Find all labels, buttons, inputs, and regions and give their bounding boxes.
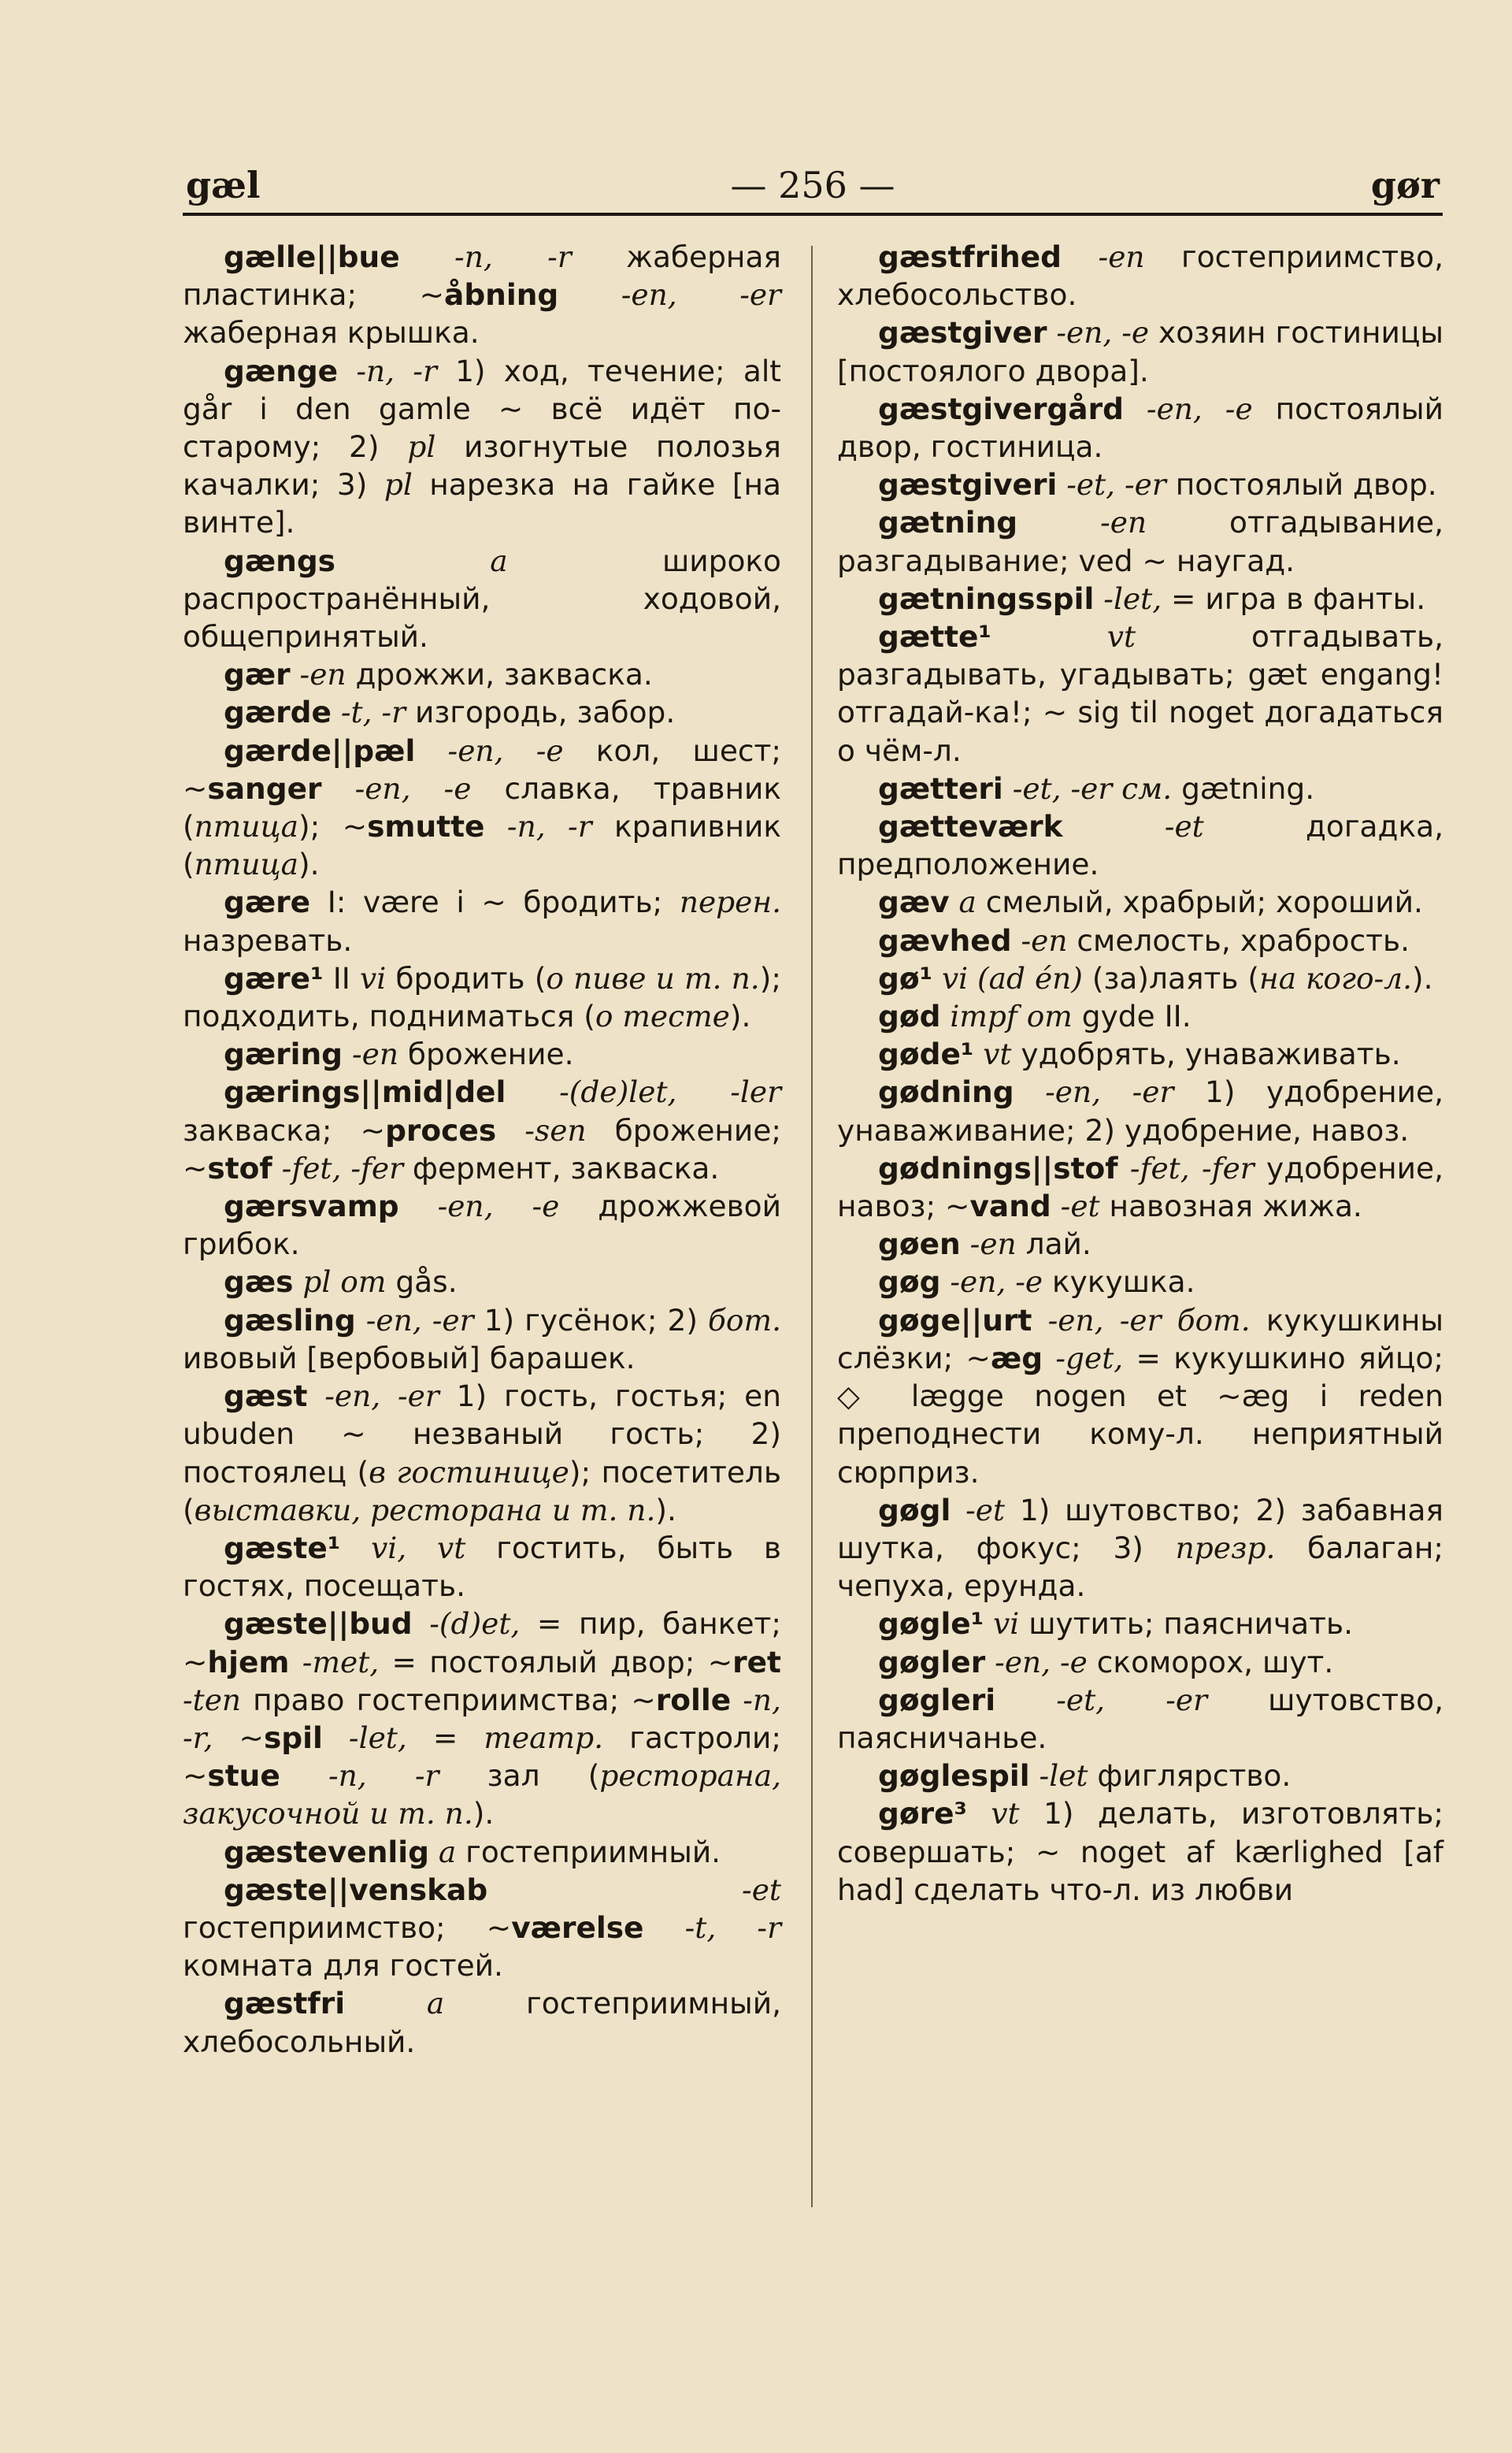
headword: æg [990, 1340, 1043, 1375]
dictionary-entry [837, 770, 1443, 807]
definition-text: гастроли; ~ [183, 1720, 781, 1794]
grammar-note: vi [360, 960, 387, 996]
grammar-note: презр. [1175, 1530, 1276, 1565]
grammar-note: pl [384, 467, 413, 503]
grammar-note: выставки, ресторана и т. п. [194, 1492, 656, 1527]
grammar-note: impf om [940, 999, 1073, 1034]
headword: gærings||mid|del [224, 1074, 506, 1110]
definition-text: постоялый двор. [1166, 467, 1437, 503]
definition-text: ивовый [вербовый] барашек. [183, 1340, 636, 1375]
grammar-note: -n, -r [399, 239, 572, 274]
headword: proces [385, 1112, 497, 1148]
definition-text: балаган; чепуха, ерунда. [837, 1530, 1443, 1604]
dictionary-entry [183, 959, 781, 1035]
dictionary-entry [837, 466, 1443, 503]
definition-text: (за)лаять ( [1082, 960, 1260, 996]
dictionary-entry [837, 238, 1443, 314]
dictionary-entry [183, 1073, 781, 1187]
definition-text: удобрение, навоз; ~ [837, 1150, 1443, 1224]
grammar-note: vt [973, 1037, 1012, 1072]
headword: gær [224, 657, 291, 692]
grammar-note: -let, [1094, 581, 1162, 616]
dictionary-entry [837, 580, 1443, 618]
grammar-note: -let [1029, 1758, 1088, 1794]
definition-text: фермент, закваска. [403, 1150, 720, 1186]
dictionary-entry [837, 1149, 1443, 1225]
dictionary-entry [183, 1377, 781, 1529]
definition-text: ). [472, 1796, 495, 1831]
headword: værelse [511, 1909, 644, 1945]
definition-text: изогнутые полозья качалки; 3) [183, 429, 781, 503]
grammar-note: pl [407, 429, 436, 465]
dictionary-entry [183, 1187, 781, 1263]
definition-text: = игра в фанты. [1162, 581, 1426, 616]
headword: gøg [878, 1264, 941, 1300]
dictionary-entry [183, 883, 781, 959]
headword: gødnings||stof [878, 1150, 1118, 1186]
grammar-note: -met, [289, 1644, 380, 1679]
definition-text: гостеприимный. [456, 1834, 721, 1869]
dictionary-entry [837, 959, 1443, 997]
dictionary-entry [183, 732, 781, 884]
grammar-note: -en, -e [940, 1264, 1043, 1300]
dictionary-entry [837, 1491, 1443, 1605]
grammar-note: -n, -r [484, 809, 592, 844]
dictionary-entry [183, 1605, 781, 1832]
grammar-note: бот. [708, 1302, 781, 1338]
definition-text: хозяин гостиницы [постоялого двора]. [837, 315, 1443, 388]
definition-text: закваска; ~ [183, 1112, 386, 1148]
grammar-note: -en, -er бот. [1032, 1302, 1251, 1338]
dictionary-entry [837, 883, 1443, 921]
dictionary-entry [183, 542, 781, 656]
grammar-note: -en [960, 1226, 1017, 1262]
definition-text: изгородь, забор. [406, 695, 676, 730]
grammar-note: птица [194, 809, 299, 844]
header-left-guideword: gæl [186, 164, 261, 206]
grammar-note: -et [487, 1872, 781, 1907]
definition-text: скоморох, шут. [1087, 1644, 1334, 1679]
headword: gøge||urt [878, 1302, 1032, 1338]
grammar-note: a [335, 543, 508, 578]
dictionary-entry [837, 1263, 1443, 1301]
grammar-note: -en, -er [307, 1379, 439, 1414]
definition-text: ). [1412, 960, 1433, 996]
headword: gæstfrihed [878, 239, 1062, 274]
grammar-note: vt [966, 1796, 1020, 1831]
definition-text: кукушкины слёзки; ~ [837, 1302, 1443, 1375]
definition-text: крапивник ( [183, 809, 781, 882]
headword: gære [224, 885, 311, 920]
definition-text: I: være i ~ бродить; [310, 885, 680, 920]
headword: gærsvamp [224, 1189, 399, 1224]
headword: gæste¹ [224, 1530, 341, 1565]
definition-text: = кукушкино яйцо; ◇ lægge nogen et ~æg i reden преподнести кому-л. неприятный сюрприз. [837, 1340, 1443, 1490]
grammar-note: -en, -er [558, 277, 781, 313]
column-divider [811, 246, 813, 2207]
dictionary-entry [837, 1794, 1443, 1909]
grammar-note: -et, -er [995, 1682, 1208, 1717]
dictionary-entry [837, 1225, 1443, 1263]
dictionary-entry [837, 807, 1443, 883]
headword: gætteri [878, 770, 1003, 806]
definition-text: отгадывание, разгадывание; ved ~ наугад. [837, 505, 1444, 578]
definition-text: бродить ( [386, 960, 547, 996]
grammar-note: -get, [1043, 1340, 1124, 1375]
dictionary-entry [837, 1681, 1443, 1757]
headword: gøen [878, 1226, 961, 1262]
grammar-note: театр. [484, 1720, 604, 1755]
grammar-note: -et [1062, 809, 1204, 844]
headword: gæv [878, 885, 950, 920]
definition-text: gås. [386, 1264, 458, 1300]
header-right-guideword: gør [1370, 164, 1440, 206]
headword: gøglespil [878, 1758, 1030, 1794]
definition-text: жаберная крышка. [183, 315, 480, 351]
headword: gøgler [878, 1644, 986, 1679]
definition-text: шутовство, паясничанье. [837, 1682, 1443, 1755]
headword: gætteværk [878, 809, 1063, 844]
headword: gænge [224, 353, 339, 388]
grammar-note: -n, -r [280, 1758, 439, 1794]
definition-text: дрожжевой грибок. [183, 1189, 782, 1262]
dictionary-entry [183, 1871, 781, 1985]
definition-text: ). [655, 1492, 676, 1527]
grammar-note: -et, -er см. [1002, 770, 1173, 806]
headword: stue [207, 1758, 280, 1794]
dictionary-entry [837, 1605, 1443, 1642]
definition-text: = постоялый двор; ~ [379, 1644, 733, 1679]
definition-text: 1) ход, течение; alt går i den gamle ~ всё идёт по-старому; 2) [183, 353, 781, 465]
dictionary-entry [837, 1757, 1443, 1794]
grammar-note: vi, vt [340, 1530, 466, 1565]
dictionary-entry [837, 1301, 1443, 1491]
headword: gængs [224, 543, 335, 578]
definition-text: ). [729, 999, 751, 1034]
grammar-note: -t, -r [331, 695, 406, 730]
headword: sanger [207, 770, 322, 806]
grammar-note: -en [1011, 922, 1068, 958]
definition-text: кол, шест; ~ [183, 733, 781, 806]
headword: gæsling [224, 1302, 356, 1338]
grammar-note: о пиве и т. п. [546, 960, 760, 996]
headword: vand [969, 1189, 1051, 1224]
headword: gæstevenlig [224, 1834, 429, 1869]
headword: hjem [207, 1644, 290, 1679]
dictionary-entry [837, 1643, 1443, 1681]
definition-text: 1) шутовство; 2) забавная шутка, фокус; 3) [837, 1492, 1443, 1565]
grammar-note: -en, -er [1014, 1074, 1174, 1110]
definition-text: 1) удобрение, унаваживание; 2) удобрение, навоз. [837, 1074, 1443, 1148]
definition-text: ); подходить, подниматься ( [183, 960, 781, 1034]
definition-text: ~ [213, 1720, 264, 1755]
grammar-note: птица [194, 847, 299, 882]
header-rule [183, 213, 1443, 216]
definition-text: гостить, быть в гостях, посещать. [183, 1530, 781, 1604]
headword: gætningsspil [878, 581, 1095, 616]
definition-text: = [406, 1720, 484, 1755]
grammar-note: a [949, 885, 976, 920]
definition-text: жаберная пластинка; ~ [183, 239, 781, 313]
grammar-note: на кого-л. [1259, 960, 1412, 996]
grammar-note: -en [290, 657, 346, 692]
headword: gø¹ [878, 960, 933, 996]
headword: gæste||bud [224, 1606, 413, 1642]
grammar-note: -sen [496, 1112, 587, 1148]
definition-text: 1) гость, гостья; en ubuden ~ незваный гость; 2) постоялец ( [183, 1379, 781, 1490]
headword: gævhed [878, 922, 1012, 958]
definition-text: 1) делать, изготовлять; совершать; ~ noget af kærlighed [af had] сделать что-л. из любви [837, 1796, 1443, 1907]
headword: gød [878, 999, 941, 1034]
grammar-note: -en [1062, 239, 1145, 274]
definition-text: ); посетитель ( [183, 1454, 781, 1527]
definition-text: шутить; паясничать. [1019, 1606, 1353, 1642]
grammar-note: -let, [322, 1720, 407, 1755]
headword: gæstfri [224, 1986, 346, 2021]
definition-text: зал ( [439, 1758, 600, 1794]
definition-text: нарезка на гайке [на винте]. [183, 467, 782, 540]
definition-text: гостеприимный, хлебосольный. [183, 1986, 782, 2059]
grammar-note: -en, -e [398, 1189, 560, 1224]
dictionary-entry [837, 314, 1443, 389]
grammar-note: -en [343, 1037, 398, 1072]
definition-text: догадка, предположение. [837, 809, 1444, 882]
headword: gøgl [878, 1492, 951, 1527]
headword: gøre³ [878, 1796, 967, 1831]
headword: spil [263, 1720, 323, 1755]
headword: gæs [224, 1264, 294, 1300]
grammar-note: о тесте [595, 999, 730, 1034]
definition-text: брожение. [398, 1037, 574, 1072]
dictionary-entry [837, 618, 1443, 770]
headword: stof [207, 1150, 272, 1186]
grammar-note: -et, -er [1057, 467, 1166, 503]
right-column [837, 238, 1443, 1909]
definition-text: = пир, банкет; ~ [183, 1606, 781, 1679]
left-column [183, 238, 781, 2061]
dictionary-entry [183, 238, 781, 352]
headword: gælle||bue [224, 239, 400, 274]
headword: gæstgiveri [878, 467, 1058, 503]
definition-text: отгадывать, разгадывать, угадывать; gæt engang! отгадай-ка!; ~ sig til noget догадаться о чём-л. [837, 619, 1443, 768]
dictionary-entry [837, 503, 1443, 579]
grammar-note: a [428, 1834, 457, 1869]
headword: gæst [224, 1379, 308, 1414]
definition-text: лай. [1016, 1226, 1091, 1262]
dictionary-entry [183, 693, 781, 731]
grammar-note: -n, -r [338, 353, 437, 388]
headword: rolle [655, 1682, 732, 1717]
definition-text: удобрять, унаваживать. [1011, 1037, 1401, 1072]
headword: ret [732, 1644, 781, 1679]
definition-text: смелость, храбрость. [1067, 922, 1410, 958]
definition-text: брожение; ~ [183, 1112, 782, 1186]
headword: gøde¹ [878, 1037, 974, 1072]
grammar-note: -(de)let, -ler [506, 1074, 781, 1110]
headword: gæstgiver [878, 315, 1047, 351]
definition-text: славка, травник ( [183, 770, 782, 844]
page-header [186, 164, 1440, 211]
definition-text: комната для гостей. [183, 1948, 503, 1984]
definition-text: gætning. [1172, 770, 1315, 806]
definition-text: назревать. [183, 922, 353, 958]
definition-text: широко распространённый, ходовой, общепринятый. [183, 543, 782, 655]
grammar-note: a [345, 1986, 445, 2021]
dictionary-entry [837, 1073, 1443, 1149]
grammar-note: перен. [679, 885, 781, 920]
dictionary-entry [837, 997, 1443, 1035]
grammar-note: pl om [293, 1264, 387, 1300]
dictionary-entry [837, 922, 1443, 959]
dictionary-entry [837, 1035, 1443, 1073]
dictionary-entry [183, 1833, 781, 1871]
definition-text: смелый, храбрый; хороший. [976, 885, 1423, 920]
definition-text: постоялый двор, гостиница. [837, 391, 1444, 465]
headword: gætte¹ [878, 619, 991, 655]
definition-text: гостеприимство; ~ [183, 1909, 512, 1945]
dictionary-entry [183, 1529, 781, 1605]
headword: gøgle¹ [878, 1606, 984, 1642]
grammar-note: -en, -e [985, 1644, 1088, 1679]
page-number: — 256 — [730, 164, 895, 206]
definition-text: II [323, 960, 361, 996]
headword: gøgleri [878, 1682, 996, 1717]
dictionary-entry [183, 655, 781, 693]
grammar-note: -et [1051, 1189, 1100, 1224]
grammar-note: -en, -e [1047, 315, 1150, 351]
dictionary-entry [837, 390, 1443, 466]
headword: gætning [878, 505, 1018, 540]
grammar-note: vi [984, 1606, 1020, 1642]
headword: gødning [878, 1074, 1014, 1110]
grammar-note: -en, -e [1123, 391, 1253, 426]
definition-text: gyde II. [1072, 999, 1191, 1034]
grammar-note: -(d)et, [412, 1606, 521, 1642]
grammar-note: -et [951, 1492, 1006, 1527]
definition-text: навозная жижа. [1099, 1189, 1362, 1224]
headword: smutte [367, 809, 485, 844]
grammar-note: -fet, -fer [272, 1150, 403, 1186]
dictionary-entry [183, 1263, 781, 1301]
headword: gæring [224, 1037, 343, 1072]
grammar-note: -ten [183, 1682, 242, 1717]
definition-text: ); ~ [298, 809, 368, 844]
grammar-note: -en, -e [415, 733, 564, 768]
definition-text: право гостеприимства; ~ [241, 1682, 656, 1717]
headword: gærde||pæl [224, 733, 416, 768]
dictionary-entry [183, 1035, 781, 1073]
dictionary-entry [183, 1984, 781, 2060]
grammar-note: -t, -r [643, 1909, 781, 1945]
headword: gære¹ [224, 960, 324, 996]
headword: åbning [444, 277, 559, 313]
grammar-note: vi (ad én) [932, 960, 1083, 996]
grammar-note: -en, -e [321, 770, 472, 806]
grammar-note: -fet, -fer [1117, 1150, 1254, 1186]
headword: gæstgivergård [878, 391, 1124, 426]
dictionary-entry [183, 1301, 781, 1377]
grammar-note: -en, -er [355, 1302, 474, 1338]
definition-text: кукушка. [1043, 1264, 1195, 1300]
definition-text: 1) гусёнок; 2) [473, 1302, 709, 1338]
dictionary-entry [183, 352, 781, 542]
grammar-note: -en [1017, 505, 1147, 540]
definition-text: гостеприимство, хлебосольство. [837, 239, 1443, 313]
headword: gærde [224, 695, 332, 730]
definition-text: ). [298, 847, 320, 882]
definition-text: дрожжи, закваска. [346, 657, 653, 692]
definition-text: фиглярство. [1088, 1758, 1292, 1794]
grammar-note: ресторана, закусочной и т. п. [183, 1758, 782, 1831]
grammar-note: vt [991, 619, 1136, 655]
grammar-note: -n, -r, [183, 1682, 781, 1755]
grammar-note: в гостинице [369, 1454, 569, 1490]
headword: gæste||venskab [224, 1872, 488, 1907]
